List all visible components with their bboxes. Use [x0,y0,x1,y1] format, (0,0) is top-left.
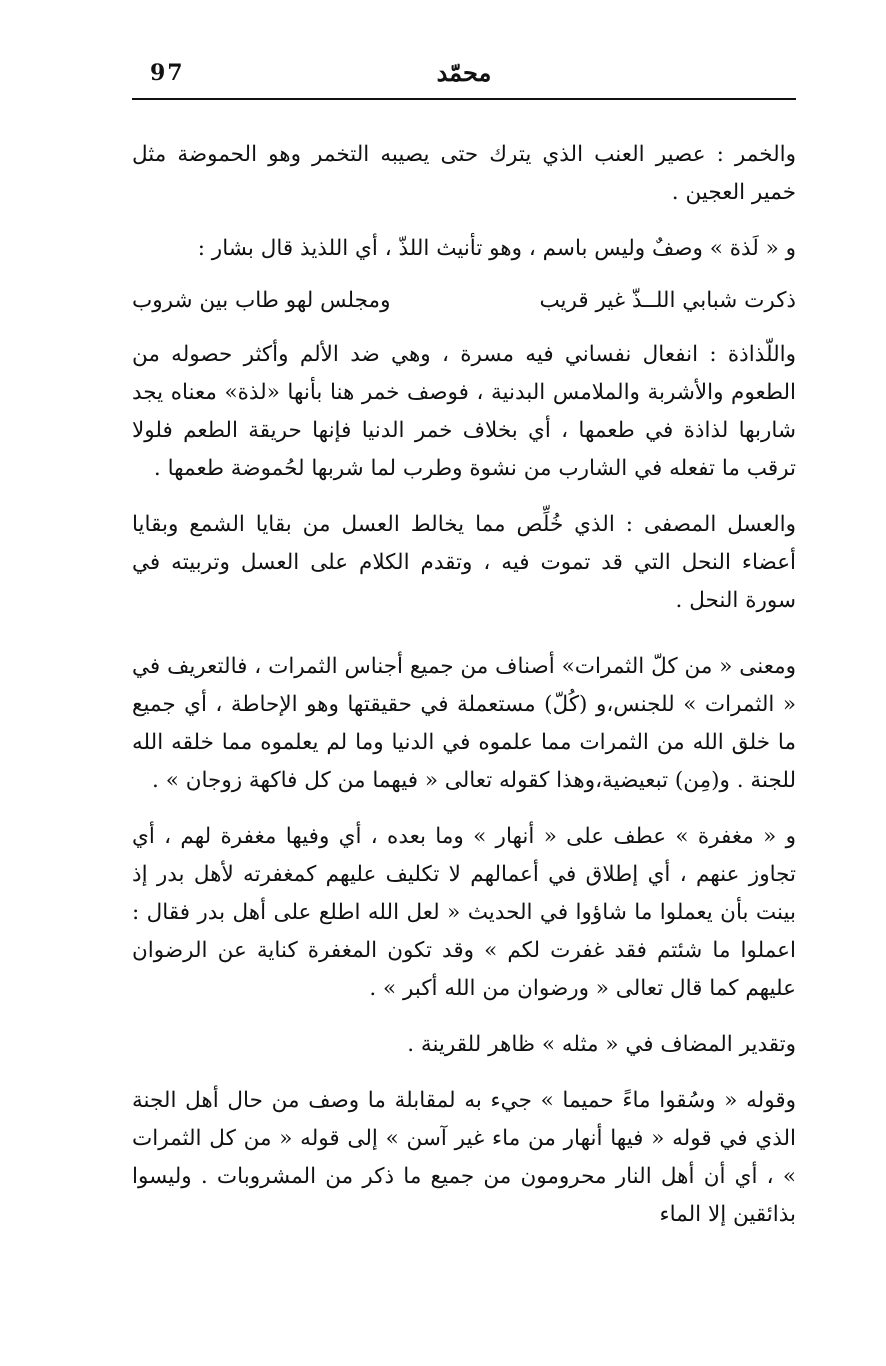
paragraph-water: وقوله « وسُقوا ماءً حميما » جيء به لمقابلة ما وصف من حال أهل الجنة الذي في قوله « فيها أنهار من ماء غير آسن » إلى قوله « من كل الثمرات » ، أي أن أهل النار محرومون من جميع ما ذكر من المشروبات . وليسوا بذائقين إلا الماء [132,1088,796,1227]
poetry-verse [132,282,796,320]
paragraph-mudaf: وتقدير المضاف في « مثله » ظاهر للقرينة . [407,1032,796,1057]
paragraph-honey: والعسل المصفى : الذي خُلِّص مما يخالط العسل من بقايا الشمع وبقايا أعضاء النحل التي قد تموت فيه ، وتقدم الكلام على العسل وتربيته في سورة النحل . [132,512,796,613]
paragraph-lidhadha: واللّذاذة : انفعال نفساني فيه مسرة ، وهي ضد الألم وأكثر حصوله من الطعوم والأشربة والملامس البدنية ، فوصف خمر هنا بأنها «لذة» معناه يجد شاربها لذاذة في طعمها ، أي بخلاف خمر الدنيا فإنها حريقة الطعم فلولا ترقب ما تفعله في الشارب من نشوة وطرب لما شربها لحُموضة طعمها . [132,342,796,481]
page-body [132,136,796,1252]
verse-first-hemistich: ذكرت شبابي اللــذّ غير قريب [539,288,796,313]
paragraph-forgiveness: و « مغفرة » عطف على « أنهار » وما بعده ، أي وفيها مغفرة لهم ، أي تجاوز عنهم ، أي إطلاق في أعمالهم لا تكليف عليهم كمغفرته لأهل بدر إذ بينت بأن يعملوا ما شاؤوا في الحديث « لعل الله اطلع على أهل بدر فقال : اعملوا ما شئتم فقد غفرت لكم » وقد تكون المغفرة كناية عن الرضوان عليهم كما قال تعالى « ورضوان من الله أكبر » . [132,824,796,1001]
verse-second-hemistich: ومجلس لهو طاب بين شروب [132,288,391,313]
paragraph-fruits: ومعنى « من كلّ الثمرات» أصناف من جميع أجناس الثمرات ، فالتعريف في « الثمرات » للجنس،و (كُلّ) مستعملة في حقيقتها وهو الإحاطة ، أي جميع ما خلق الله من الثمرات مما علموه في الدنيا وما لم يعلموه مما خلقه الله للجنة . و(مِن) تبعيضية،وهذا كقوله تعالى « فيهما من كل فاكهة زوجان » . [132,654,796,793]
paragraph-khamr: والخمر : عصير العنب الذي يترك حتى يصيبه التخمر وهو الحموضة مثل خمير العجين . [132,142,796,205]
page-header [132,56,796,100]
page-number: 97 [150,60,185,86]
running-title: محمّد [436,58,492,87]
paragraph-ladhdha: و « لَذة » وصفٌ وليس باسم ، وهو تأنيث اللذّ ، أي اللذيذ قال بشار : [197,236,796,261]
